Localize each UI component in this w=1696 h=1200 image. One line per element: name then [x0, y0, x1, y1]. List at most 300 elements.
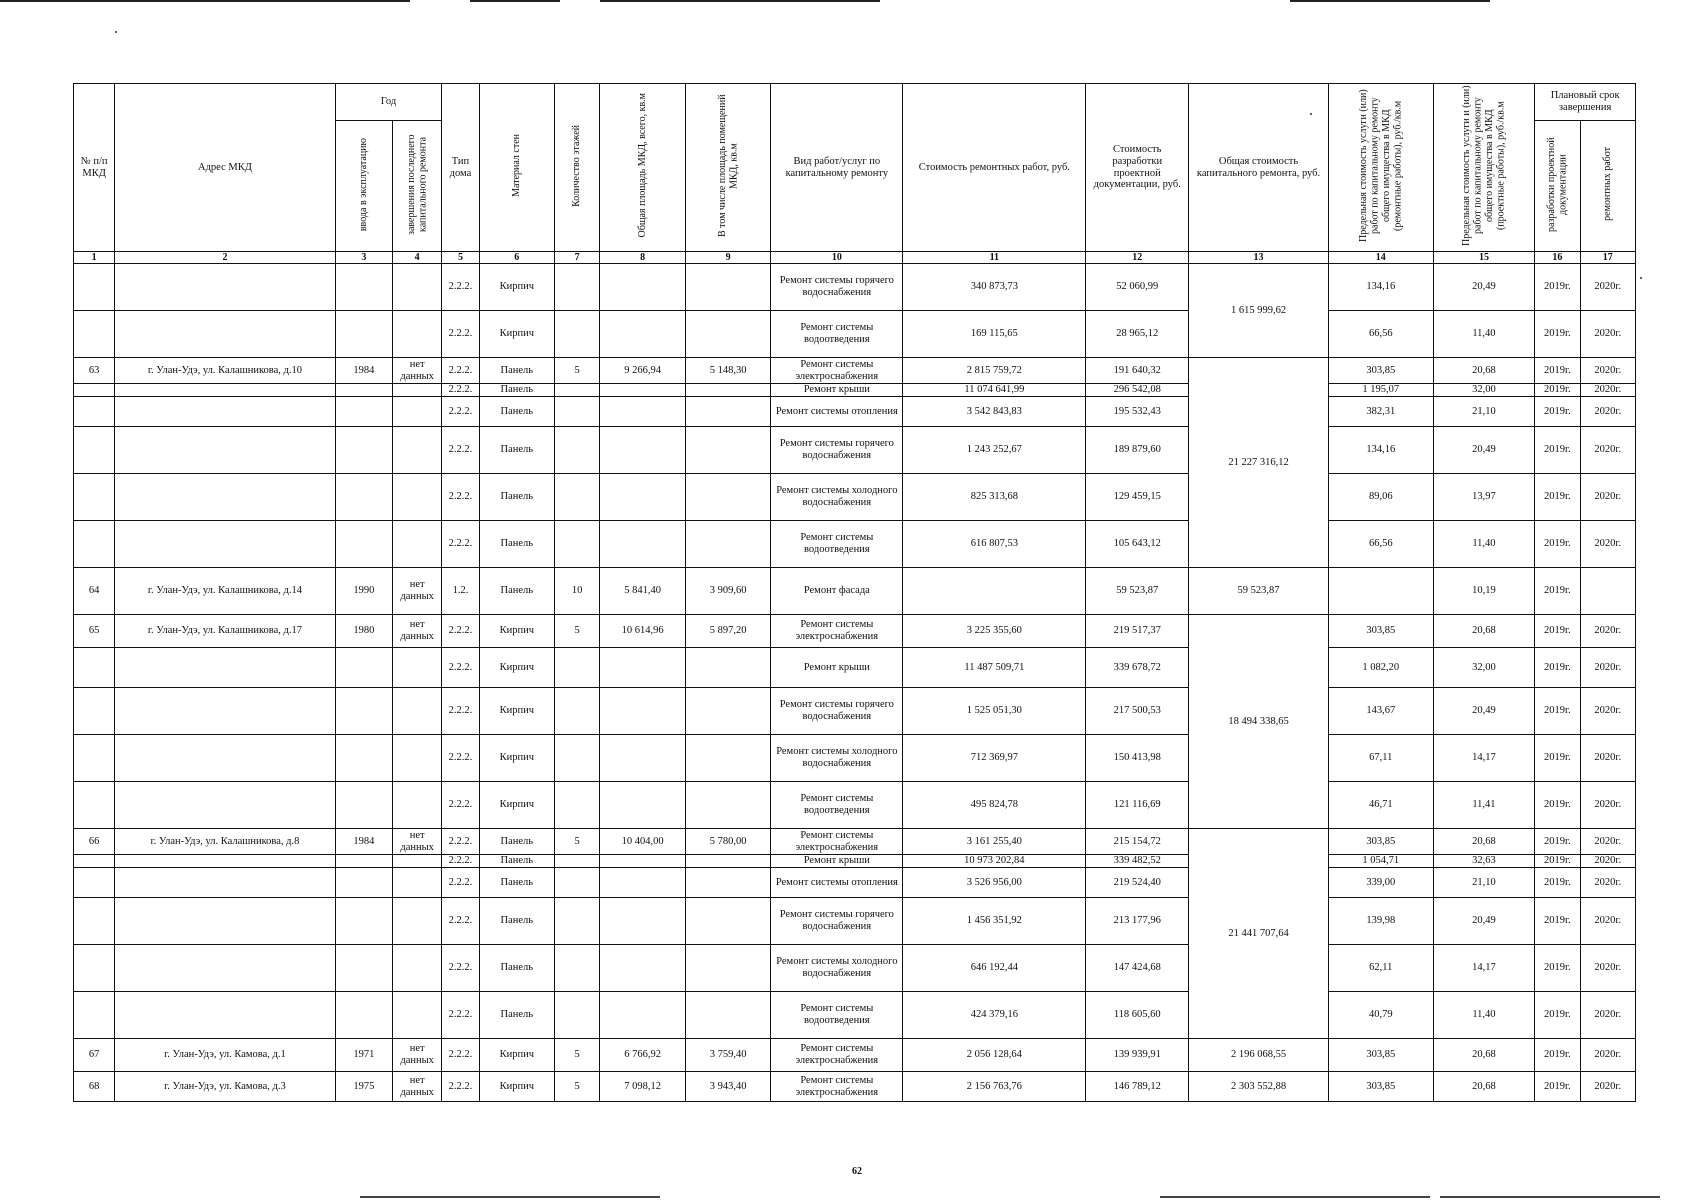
- year-last-repair-cell: [393, 521, 442, 568]
- house-type-cell: 2.2.2.: [442, 945, 479, 992]
- year-commission-cell: [335, 427, 392, 474]
- limit-repair-cell: 303,85: [1328, 358, 1433, 384]
- limit-repair-cell: 382,31: [1328, 397, 1433, 427]
- design-cost-cell: 195 532,43: [1086, 397, 1189, 427]
- limit-repair-cell: 66,56: [1328, 521, 1433, 568]
- table-row: [74, 945, 1636, 992]
- limit-repair-cell: 303,85: [1328, 1072, 1433, 1102]
- work-type-cell: Ремонт системы холодного водоснабжения: [771, 474, 903, 521]
- row-number-cell: 63: [74, 358, 115, 384]
- design-cost-cell: 339 482,52: [1086, 855, 1189, 868]
- table-row: [74, 688, 1636, 735]
- deadline-design-cell: 2019г.: [1535, 688, 1580, 735]
- header-total-cost: Общая стоимость капитального ремонта, руб.: [1189, 84, 1329, 252]
- table-row: [74, 474, 1636, 521]
- wall-material-cell: Кирпич: [479, 264, 554, 311]
- year-commission-cell: [335, 868, 392, 898]
- total-cost-cell: 2 196 068,55: [1189, 1039, 1329, 1072]
- year-commission-cell: [335, 521, 392, 568]
- year-commission-cell: [335, 397, 392, 427]
- limit-repair-cell: [1328, 568, 1433, 615]
- work-type-cell: Ремонт системы холодного водоснабжения: [771, 735, 903, 782]
- deadline-repair-cell: 2020г.: [1580, 427, 1635, 474]
- header-wall-material: Материал стен: [479, 84, 554, 252]
- total-area-cell: 6 766,92: [600, 1039, 686, 1072]
- year-commission-cell: [335, 264, 392, 311]
- year-commission-cell: 1984: [335, 829, 392, 855]
- deadline-repair-cell: 2020г.: [1580, 358, 1635, 384]
- limit-design-cell: 20,49: [1433, 898, 1535, 945]
- design-cost-cell: 296 542,08: [1086, 384, 1189, 397]
- house-type-cell: 2.2.2.: [442, 521, 479, 568]
- table-row: [74, 615, 1636, 648]
- wall-material-cell: Панель: [479, 358, 554, 384]
- house-type-cell: 2.2.2.: [442, 782, 479, 829]
- premises-area-cell: 3 943,40: [685, 1072, 771, 1102]
- wall-material-cell: Панель: [479, 384, 554, 397]
- address-cell: [115, 945, 335, 992]
- work-type-cell: Ремонт системы отопления: [771, 868, 903, 898]
- scan-speck: [115, 31, 117, 33]
- repair-cost-cell: 1 456 351,92: [903, 898, 1086, 945]
- table-row: [74, 311, 1636, 358]
- deadline-design-cell: 2019г.: [1535, 868, 1580, 898]
- design-cost-cell: 150 413,98: [1086, 735, 1189, 782]
- limit-repair-cell: 66,56: [1328, 311, 1433, 358]
- total-area-cell: 5 841,40: [600, 568, 686, 615]
- total-cost-cell: 2 303 552,88: [1189, 1072, 1329, 1102]
- year-last-repair-cell: нет данных: [393, 1072, 442, 1102]
- limit-design-cell: 32,00: [1433, 384, 1535, 397]
- deadline-design-cell: 2019г.: [1535, 358, 1580, 384]
- deadline-repair-cell: 2020г.: [1580, 1039, 1635, 1072]
- total-area-cell: [600, 992, 686, 1039]
- limit-design-cell: 20,68: [1433, 1039, 1535, 1072]
- floors-cell: 5: [555, 358, 600, 384]
- header-premises-area: В том числе площадь помещений МКД, кв.м: [685, 84, 771, 252]
- year-last-repair-cell: [393, 397, 442, 427]
- limit-repair-cell: 134,16: [1328, 427, 1433, 474]
- limit-repair-cell: 1 195,07: [1328, 384, 1433, 397]
- column-number: 16: [1535, 252, 1580, 264]
- column-number: 15: [1433, 252, 1535, 264]
- limit-design-cell: 11,40: [1433, 521, 1535, 568]
- limit-design-cell: 14,17: [1433, 735, 1535, 782]
- house-type-cell: 2.2.2.: [442, 1039, 479, 1072]
- column-number: 4: [393, 252, 442, 264]
- year-commission-cell: [335, 474, 392, 521]
- repair-cost-cell: 616 807,53: [903, 521, 1086, 568]
- total-area-cell: 10 404,00: [600, 829, 686, 855]
- house-type-cell: 2.2.2.: [442, 735, 479, 782]
- header-year-group: Год: [335, 84, 442, 121]
- wall-material-cell: Панель: [479, 521, 554, 568]
- row-number-cell: [74, 855, 115, 868]
- header-limit-design: Предельная стоимость услуги и (или) работ по капитальному ремонту общего имущества в МКД (проектные работы), руб./кв.м: [1433, 84, 1535, 252]
- header-total-area: Общая площадь МКД, всего, кв.м: [600, 84, 686, 252]
- floors-cell: 5: [555, 615, 600, 648]
- address-cell: [115, 688, 335, 735]
- year-commission-cell: [335, 311, 392, 358]
- limit-repair-cell: 89,06: [1328, 474, 1433, 521]
- deadline-repair-cell: 2020г.: [1580, 1072, 1635, 1102]
- house-type-cell: 2.2.2.: [442, 688, 479, 735]
- wall-material-cell: Кирпич: [479, 648, 554, 688]
- address-cell: [115, 427, 335, 474]
- floors-cell: [555, 688, 600, 735]
- deadline-repair-cell: 2020г.: [1580, 648, 1635, 688]
- work-type-cell: Ремонт системы электроснабжения: [771, 829, 903, 855]
- wall-material-cell: Панель: [479, 945, 554, 992]
- repair-cost-cell: 2 156 763,76: [903, 1072, 1086, 1102]
- limit-design-cell: 20,68: [1433, 615, 1535, 648]
- house-type-cell: 2.2.2.: [442, 898, 479, 945]
- wall-material-cell: Панель: [479, 992, 554, 1039]
- deadline-design-cell: 2019г.: [1535, 945, 1580, 992]
- table-row: [74, 782, 1636, 829]
- deadline-design-cell: 2019г.: [1535, 521, 1580, 568]
- address-cell: [115, 782, 335, 829]
- table-row: [74, 384, 1636, 397]
- header-address: Адрес МКД: [115, 84, 335, 252]
- repair-cost-cell: 11 487 509,71: [903, 648, 1086, 688]
- row-number-cell: [74, 868, 115, 898]
- total-cost-cell: 1 615 999,62: [1189, 264, 1329, 358]
- repair-cost-cell: 2 056 128,64: [903, 1039, 1086, 1072]
- row-number-cell: [74, 688, 115, 735]
- table-row: [74, 358, 1636, 384]
- deadline-design-cell: 2019г.: [1535, 397, 1580, 427]
- design-cost-cell: 191 640,32: [1086, 358, 1189, 384]
- repair-cost-cell: [903, 568, 1086, 615]
- year-commission-cell: [335, 688, 392, 735]
- year-last-repair-cell: [393, 855, 442, 868]
- row-number-cell: [74, 311, 115, 358]
- table-row: [74, 829, 1636, 855]
- total-area-cell: 9 266,94: [600, 358, 686, 384]
- limit-design-cell: 32,00: [1433, 648, 1535, 688]
- deadline-repair-cell: 2020г.: [1580, 855, 1635, 868]
- year-commission-cell: [335, 782, 392, 829]
- address-cell: г. Улан-Удэ, ул. Калашникова, д.10: [115, 358, 335, 384]
- year-last-repair-cell: нет данных: [393, 829, 442, 855]
- premises-area-cell: [685, 474, 771, 521]
- premises-area-cell: [685, 427, 771, 474]
- total-area-cell: [600, 384, 686, 397]
- limit-repair-cell: 303,85: [1328, 829, 1433, 855]
- year-last-repair-cell: [393, 648, 442, 688]
- limit-repair-cell: 40,79: [1328, 992, 1433, 1039]
- design-cost-cell: 213 177,96: [1086, 898, 1189, 945]
- header-year-last-repair: завершения последнего капитального ремонта: [393, 121, 442, 252]
- row-number-cell: [74, 898, 115, 945]
- limit-design-cell: 20,49: [1433, 688, 1535, 735]
- floors-cell: 10: [555, 568, 600, 615]
- design-cost-cell: 189 879,60: [1086, 427, 1189, 474]
- wall-material-cell: Панель: [479, 898, 554, 945]
- deadline-design-cell: 2019г.: [1535, 427, 1580, 474]
- limit-repair-cell: 1 054,71: [1328, 855, 1433, 868]
- header-year-commission: ввода в эксплуатацию: [335, 121, 392, 252]
- design-cost-cell: 339 678,72: [1086, 648, 1189, 688]
- design-cost-cell: 215 154,72: [1086, 829, 1189, 855]
- row-number-cell: [74, 521, 115, 568]
- limit-repair-cell: 1 082,20: [1328, 648, 1433, 688]
- address-cell: [115, 264, 335, 311]
- column-number: 17: [1580, 252, 1635, 264]
- year-last-repair-cell: [393, 945, 442, 992]
- house-type-cell: 2.2.2.: [442, 829, 479, 855]
- repair-cost-cell: 495 824,78: [903, 782, 1086, 829]
- floors-cell: 5: [555, 1072, 600, 1102]
- total-area-cell: [600, 782, 686, 829]
- limit-repair-cell: 303,85: [1328, 1039, 1433, 1072]
- year-last-repair-cell: нет данных: [393, 615, 442, 648]
- deadline-design-cell: 2019г.: [1535, 829, 1580, 855]
- house-type-cell: 2.2.2.: [442, 1072, 479, 1102]
- wall-material-cell: Панель: [479, 427, 554, 474]
- total-area-cell: [600, 648, 686, 688]
- wall-material-cell: Кирпич: [479, 615, 554, 648]
- year-last-repair-cell: [393, 898, 442, 945]
- deadline-design-cell: 2019г.: [1535, 855, 1580, 868]
- total-area-cell: [600, 264, 686, 311]
- limit-design-cell: 32,63: [1433, 855, 1535, 868]
- year-last-repair-cell: [393, 688, 442, 735]
- year-commission-cell: [335, 945, 392, 992]
- floors-cell: [555, 264, 600, 311]
- year-commission-cell: [335, 898, 392, 945]
- limit-design-cell: 20,68: [1433, 829, 1535, 855]
- premises-area-cell: 3 759,40: [685, 1039, 771, 1072]
- wall-material-cell: Панель: [479, 474, 554, 521]
- repair-cost-cell: 1 525 051,30: [903, 688, 1086, 735]
- repair-cost-cell: 3 526 956,00: [903, 868, 1086, 898]
- total-area-cell: [600, 945, 686, 992]
- column-number: 12: [1086, 252, 1189, 264]
- deadline-repair-cell: 2020г.: [1580, 945, 1635, 992]
- total-area-cell: [600, 521, 686, 568]
- table-body: [74, 264, 1636, 1102]
- limit-repair-cell: 339,00: [1328, 868, 1433, 898]
- deadline-design-cell: 2019г.: [1535, 264, 1580, 311]
- repair-cost-cell: 646 192,44: [903, 945, 1086, 992]
- address-cell: [115, 521, 335, 568]
- premises-area-cell: [685, 384, 771, 397]
- deadline-repair-cell: 2020г.: [1580, 898, 1635, 945]
- repair-cost-cell: 2 815 759,72: [903, 358, 1086, 384]
- wall-material-cell: Кирпич: [479, 1039, 554, 1072]
- repair-cost-cell: 1 243 252,67: [903, 427, 1086, 474]
- column-number: 3: [335, 252, 392, 264]
- work-type-cell: Ремонт системы электроснабжения: [771, 1072, 903, 1102]
- house-type-cell: 2.2.2.: [442, 427, 479, 474]
- premises-area-cell: [685, 898, 771, 945]
- limit-design-cell: 20,68: [1433, 1072, 1535, 1102]
- wall-material-cell: Панель: [479, 855, 554, 868]
- design-cost-cell: 121 116,69: [1086, 782, 1189, 829]
- limit-design-cell: 20,49: [1433, 427, 1535, 474]
- year-commission-cell: [335, 384, 392, 397]
- total-area-cell: [600, 898, 686, 945]
- limit-design-cell: 21,10: [1433, 868, 1535, 898]
- floors-cell: [555, 782, 600, 829]
- limit-repair-cell: 67,11: [1328, 735, 1433, 782]
- year-commission-cell: 1990: [335, 568, 392, 615]
- year-commission-cell: 1971: [335, 1039, 392, 1072]
- row-number-cell: [74, 782, 115, 829]
- year-last-repair-cell: [393, 474, 442, 521]
- table-header: [74, 84, 1636, 264]
- address-cell: г. Улан-Удэ, ул. Калашникова, д.17: [115, 615, 335, 648]
- work-type-cell: Ремонт системы водоотведения: [771, 782, 903, 829]
- header-deadline-design: разработки проектной документации: [1535, 121, 1580, 252]
- limit-design-cell: 11,40: [1433, 992, 1535, 1039]
- limit-repair-cell: 143,67: [1328, 688, 1433, 735]
- total-area-cell: [600, 474, 686, 521]
- design-cost-cell: 147 424,68: [1086, 945, 1189, 992]
- deadline-repair-cell: 2020г.: [1580, 474, 1635, 521]
- column-number: 6: [479, 252, 554, 264]
- table-row: [74, 868, 1636, 898]
- premises-area-cell: [685, 521, 771, 568]
- header-repair-cost: Стоимость ремонтных работ, руб.: [903, 84, 1086, 252]
- address-cell: [115, 992, 335, 1039]
- table-row: [74, 855, 1636, 868]
- premises-area-cell: [685, 945, 771, 992]
- page-number: 62: [852, 1166, 862, 1177]
- table-row: [74, 898, 1636, 945]
- table-row: [74, 427, 1636, 474]
- table-row: [74, 992, 1636, 1039]
- deadline-design-cell: 2019г.: [1535, 1072, 1580, 1102]
- header-deadline-group: Плановый срок завершения: [1535, 84, 1636, 121]
- year-last-repair-cell: нет данных: [393, 1039, 442, 1072]
- floors-cell: [555, 945, 600, 992]
- work-type-cell: Ремонт системы холодного водоснабжения: [771, 945, 903, 992]
- repair-cost-cell: 10 973 202,84: [903, 855, 1086, 868]
- deadline-design-cell: 2019г.: [1535, 615, 1580, 648]
- year-commission-cell: [335, 735, 392, 782]
- premises-area-cell: 3 909,60: [685, 568, 771, 615]
- deadline-repair-cell: 2020г.: [1580, 311, 1635, 358]
- year-last-repair-cell: [393, 264, 442, 311]
- design-cost-cell: 52 060,99: [1086, 264, 1189, 311]
- work-type-cell: Ремонт системы водоотведения: [771, 311, 903, 358]
- deadline-repair-cell: 2020г.: [1580, 829, 1635, 855]
- design-cost-cell: 118 605,60: [1086, 992, 1189, 1039]
- floors-cell: [555, 735, 600, 782]
- premises-area-cell: 5 148,30: [685, 358, 771, 384]
- year-last-repair-cell: [393, 868, 442, 898]
- row-number-cell: [74, 648, 115, 688]
- wall-material-cell: Панель: [479, 397, 554, 427]
- design-cost-cell: 146 789,12: [1086, 1072, 1189, 1102]
- year-last-repair-cell: [393, 311, 442, 358]
- repair-cost-cell: 424 379,16: [903, 992, 1086, 1039]
- address-cell: [115, 868, 335, 898]
- house-type-cell: 2.2.2.: [442, 648, 479, 688]
- limit-repair-cell: 303,85: [1328, 615, 1433, 648]
- house-type-cell: 1.2.: [442, 568, 479, 615]
- repair-cost-cell: 3 225 355,60: [903, 615, 1086, 648]
- total-area-cell: [600, 427, 686, 474]
- year-commission-cell: [335, 648, 392, 688]
- capital-repair-table: [73, 83, 1636, 1102]
- premises-area-cell: [685, 311, 771, 358]
- deadline-design-cell: 2019г.: [1535, 992, 1580, 1039]
- year-commission-cell: 1980: [335, 615, 392, 648]
- column-number: 11: [903, 252, 1086, 264]
- year-commission-cell: 1975: [335, 1072, 392, 1102]
- work-type-cell: Ремонт системы электроснабжения: [771, 1039, 903, 1072]
- header-no: № п/п МКД: [74, 84, 115, 252]
- column-number: 2: [115, 252, 335, 264]
- floors-cell: [555, 521, 600, 568]
- premises-area-cell: [685, 688, 771, 735]
- design-cost-cell: 28 965,12: [1086, 311, 1189, 358]
- premises-area-cell: [685, 735, 771, 782]
- premises-area-cell: 5 780,00: [685, 829, 771, 855]
- total-cost-cell: 18 494 338,65: [1189, 615, 1329, 829]
- address-cell: [115, 384, 335, 397]
- house-type-cell: 2.2.2.: [442, 384, 479, 397]
- floors-cell: [555, 474, 600, 521]
- row-number-cell: 66: [74, 829, 115, 855]
- deadline-repair-cell: 2020г.: [1580, 384, 1635, 397]
- year-last-repair-cell: [393, 384, 442, 397]
- row-number-cell: [74, 474, 115, 521]
- header-floors: Количество этажей: [555, 84, 600, 252]
- deadline-design-cell: 2019г.: [1535, 1039, 1580, 1072]
- repair-cost-cell: 3 542 843,83: [903, 397, 1086, 427]
- deadline-repair-cell: 2020г.: [1580, 264, 1635, 311]
- address-cell: [115, 735, 335, 782]
- limit-repair-cell: 46,71: [1328, 782, 1433, 829]
- total-area-cell: [600, 855, 686, 868]
- table-row: [74, 397, 1636, 427]
- address-cell: г. Улан-Удэ, ул. Калашникова, д.8: [115, 829, 335, 855]
- table-row: [74, 264, 1636, 311]
- house-type-cell: 2.2.2.: [442, 855, 479, 868]
- address-cell: [115, 855, 335, 868]
- house-type-cell: 2.2.2.: [442, 868, 479, 898]
- house-type-cell: 2.2.2.: [442, 358, 479, 384]
- total-area-cell: [600, 311, 686, 358]
- year-last-repair-cell: [393, 427, 442, 474]
- address-cell: г. Улан-Удэ, ул. Камова, д.3: [115, 1072, 335, 1102]
- repair-cost-cell: 11 074 641,99: [903, 384, 1086, 397]
- address-cell: [115, 397, 335, 427]
- house-type-cell: 2.2.2.: [442, 264, 479, 311]
- work-type-cell: Ремонт крыши: [771, 855, 903, 868]
- work-type-cell: Ремонт системы водоотведения: [771, 521, 903, 568]
- wall-material-cell: Панель: [479, 868, 554, 898]
- year-commission-cell: [335, 992, 392, 1039]
- header-design-cost: Стоимость разработки проектной документации, руб.: [1086, 84, 1189, 252]
- house-type-cell: 2.2.2.: [442, 397, 479, 427]
- deadline-repair-cell: 2020г.: [1580, 397, 1635, 427]
- premises-area-cell: [685, 868, 771, 898]
- header-house-type: Тип дома: [442, 84, 479, 252]
- premises-area-cell: 5 897,20: [685, 615, 771, 648]
- limit-design-cell: 14,17: [1433, 945, 1535, 992]
- deadline-design-cell: 2019г.: [1535, 735, 1580, 782]
- column-number: 13: [1189, 252, 1329, 264]
- year-last-repair-cell: [393, 735, 442, 782]
- floors-cell: 5: [555, 1039, 600, 1072]
- header-work-type: Вид работ/услуг по капитальному ремонту: [771, 84, 903, 252]
